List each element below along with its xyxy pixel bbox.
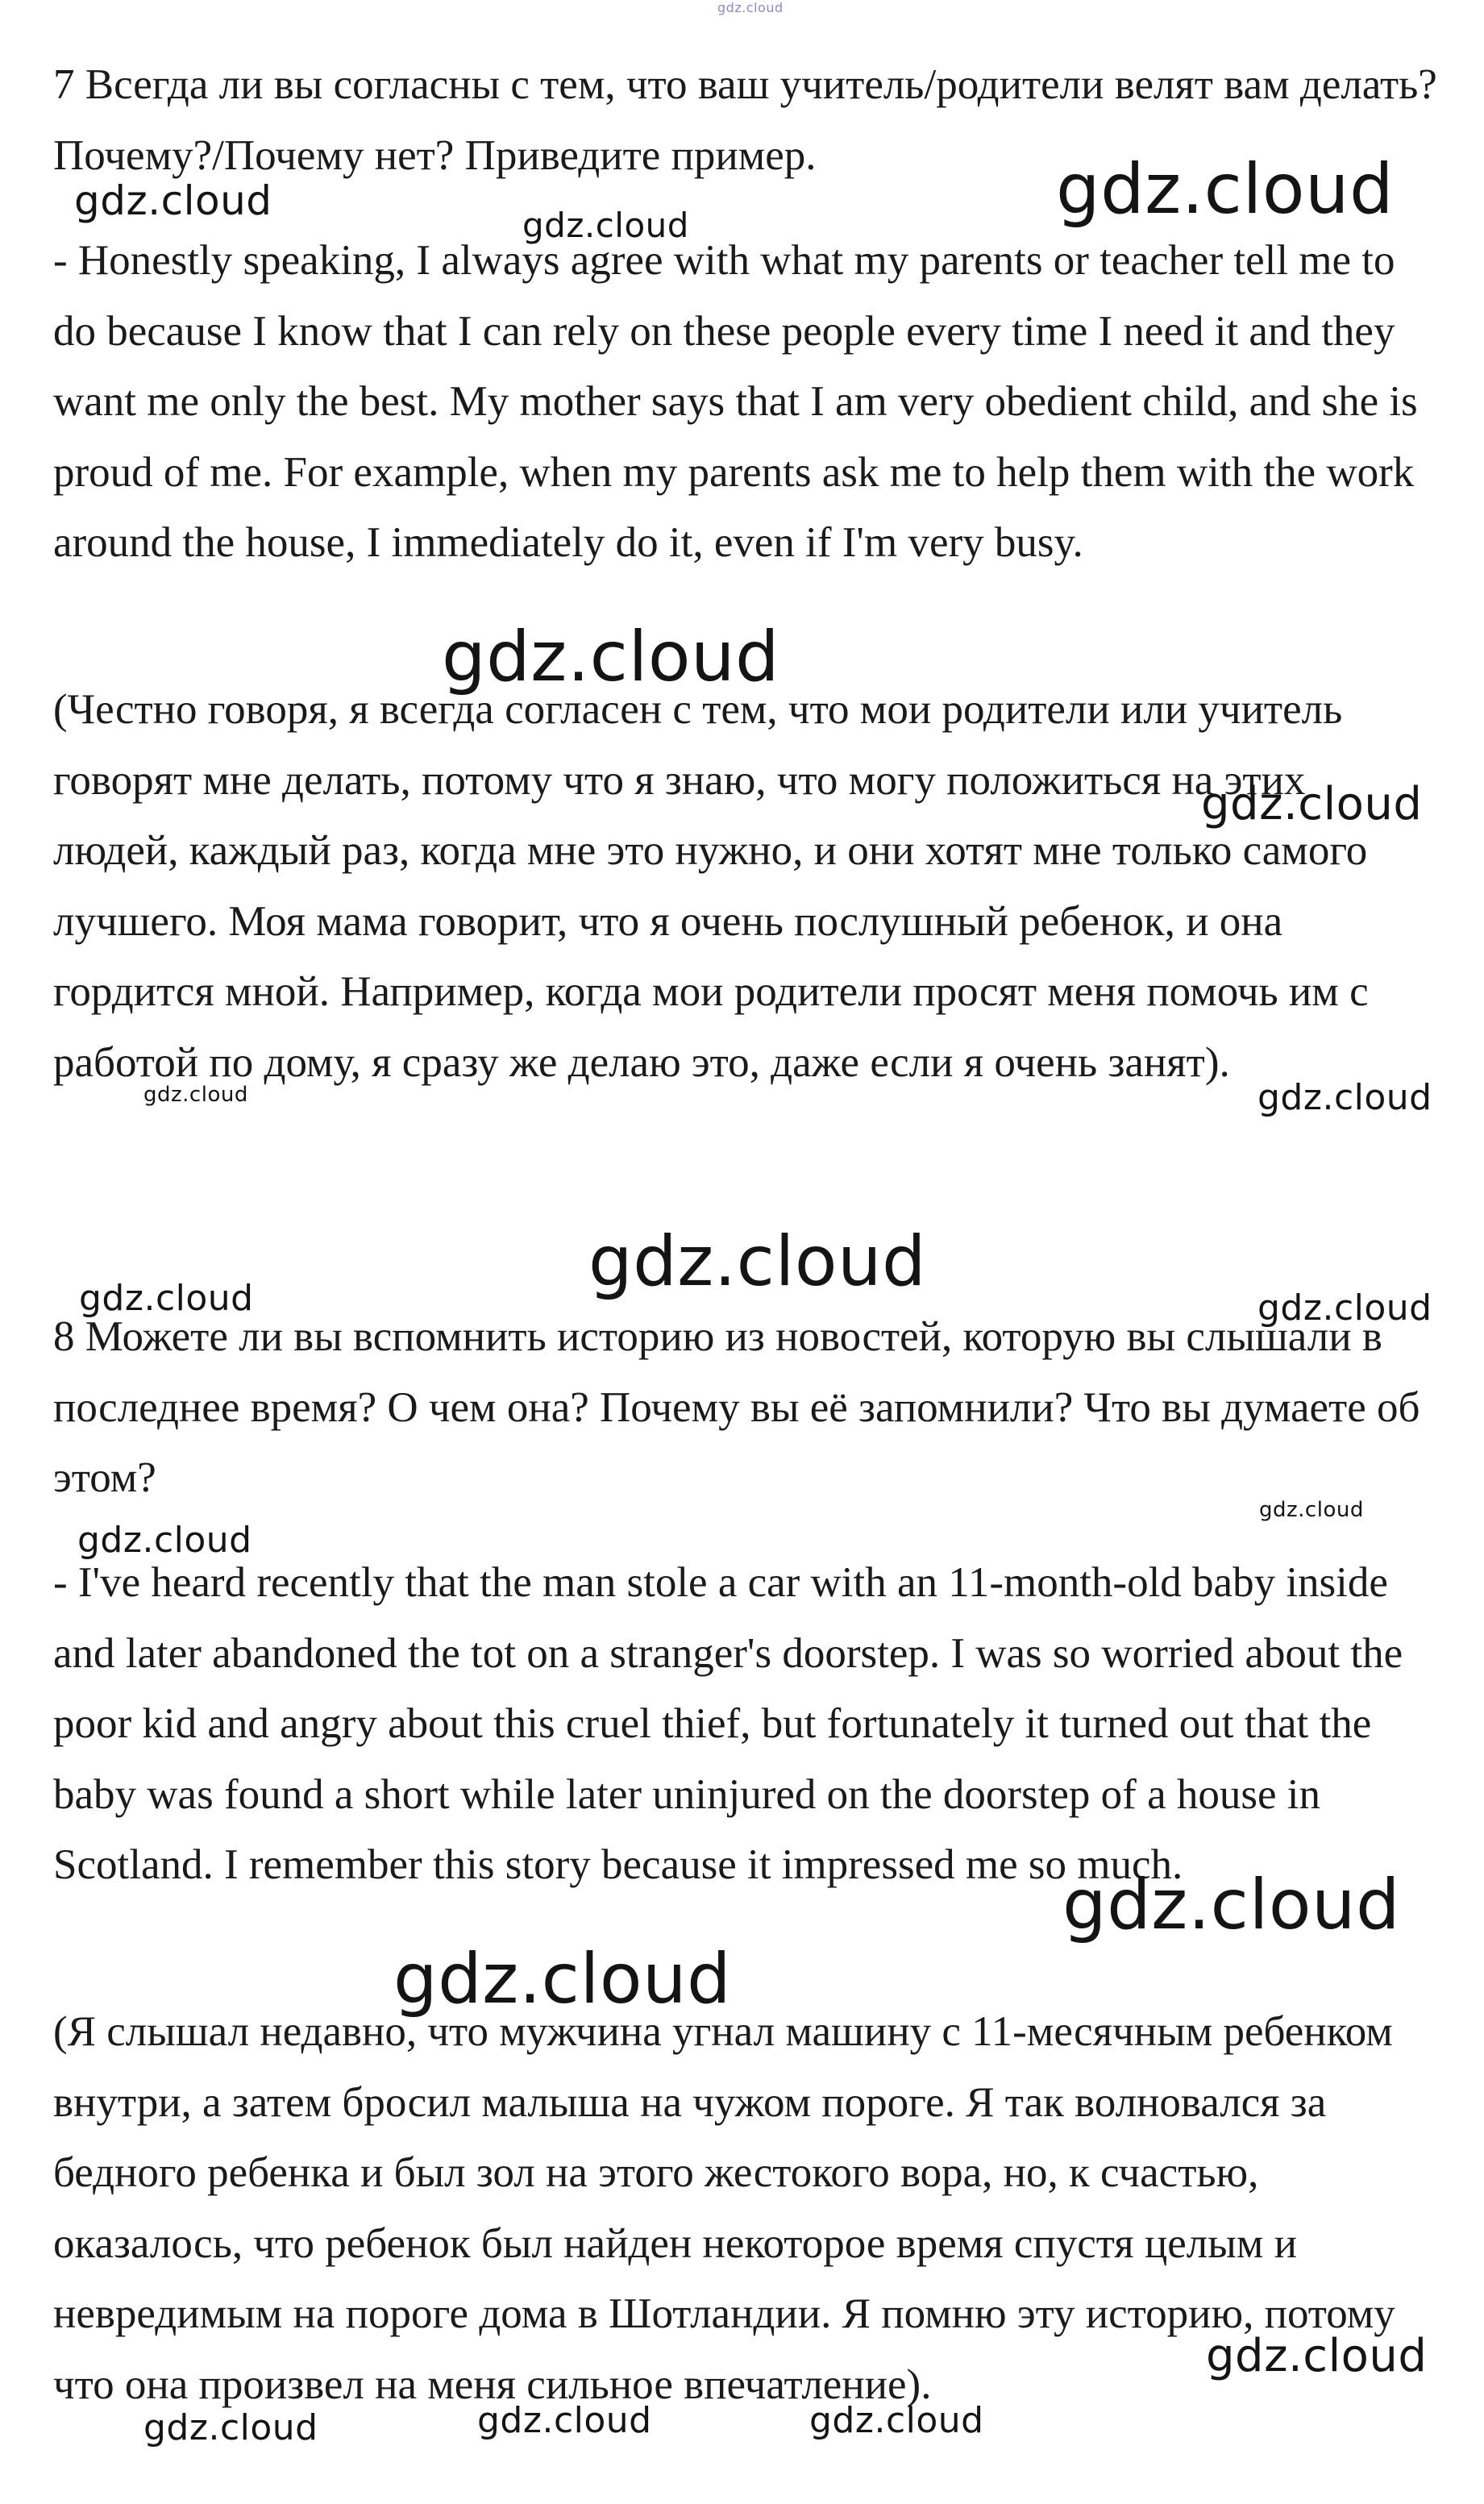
watermark: gdz.cloud: [477, 2400, 652, 2441]
watermark: gdz.cloud: [588, 1221, 927, 1302]
watermark: gdz.cloud: [1259, 1498, 1364, 1522]
question-7-answer-english: - Honestly speaking, I always agree with what my parents or teacher tell me to do because I know that I can rely on these people every time I need it and they want me only the best. My mother says that I am very obedient child, and she is proud of me. For example, when my parents ask me to help them with the work around the house, I immediately do it, even if I'm very busy.: [53, 237, 1418, 566]
watermark: gdz.cloud: [77, 1520, 252, 1561]
watermark: gdz.cloud: [1206, 2330, 1428, 2382]
watermark: gdz.cloud: [1257, 1077, 1432, 1118]
question-8-answer-english: - I've heard recently that the man stole a car with an 11-month-old baby inside and later abandoned the tot on a stranger's doorstep. I was so worried about the poor kid and angry about this cruel thief, but fortunately it turned out that the baby was found a short while later uninjured on the doorstep of a house in Scotland. I remember this story because it impressed me so much.: [53, 1559, 1403, 1888]
watermark: gdz.cloud: [79, 1278, 254, 1319]
watermark: gdz.cloud: [143, 1083, 248, 1107]
watermark: gdz.cloud: [74, 177, 272, 224]
question-7-answer-russian: (Честно говоря, я всегда согласен с тем, что мои родители или учитель говорят мне делать, потому что я знаю, что могу положиться на этих людей, каждый раз, когда мне это нужно, и они хотят мне только самого лучшего. Моя мама говорит, что я очень послушный ребенок, и она гордится мной. Например, когда мои родители просят меня помочь им с работой по дому, я сразу же делаю это, даже если я очень занят).: [53, 686, 1369, 1086]
watermark: gdz.cloud: [442, 617, 780, 697]
question-8-prompt: 8 Можете ли вы вспомнить историю из новостей, которую вы слышали в последнее время? О чем она? Почему вы её запомнили? Что вы думаете об этом?: [53, 1313, 1420, 1501]
watermark: gdz.cloud: [522, 206, 689, 245]
watermark: gdz.cloud: [1257, 1287, 1432, 1329]
watermark: gdz.cloud: [393, 1939, 732, 2019]
watermark: gdz.cloud: [1062, 1865, 1401, 1945]
header-watermark: gdz.cloud: [717, 0, 784, 15]
watermark: gdz.cloud: [809, 2400, 984, 2441]
watermark: gdz.cloud: [1201, 778, 1423, 830]
watermark: gdz.cloud: [1056, 149, 1395, 230]
watermark: gdz.cloud: [143, 2407, 318, 2448]
question-7-prompt: 7 Всегда ли вы согласны с тем, что ваш учитель/родители велят вам делать? Почему?/Почему нет? Приведите пример.: [53, 61, 1437, 179]
question-8-answer-russian: (Я слышал недавно, что мужчина угнал машину с 11-месячным ребенком внутри, а затем бросил малыша на чужом пороге. Я так волновался за бедного ребенка и был зол на этого жестокого вора, но, к счастью, оказалось, что ребенок был найден некоторое время спустя целым и невредимым на пороге дома в Шотландии. Я помню эту историю, потому что она произвел на меня сильное впечатление).: [53, 2008, 1395, 2408]
